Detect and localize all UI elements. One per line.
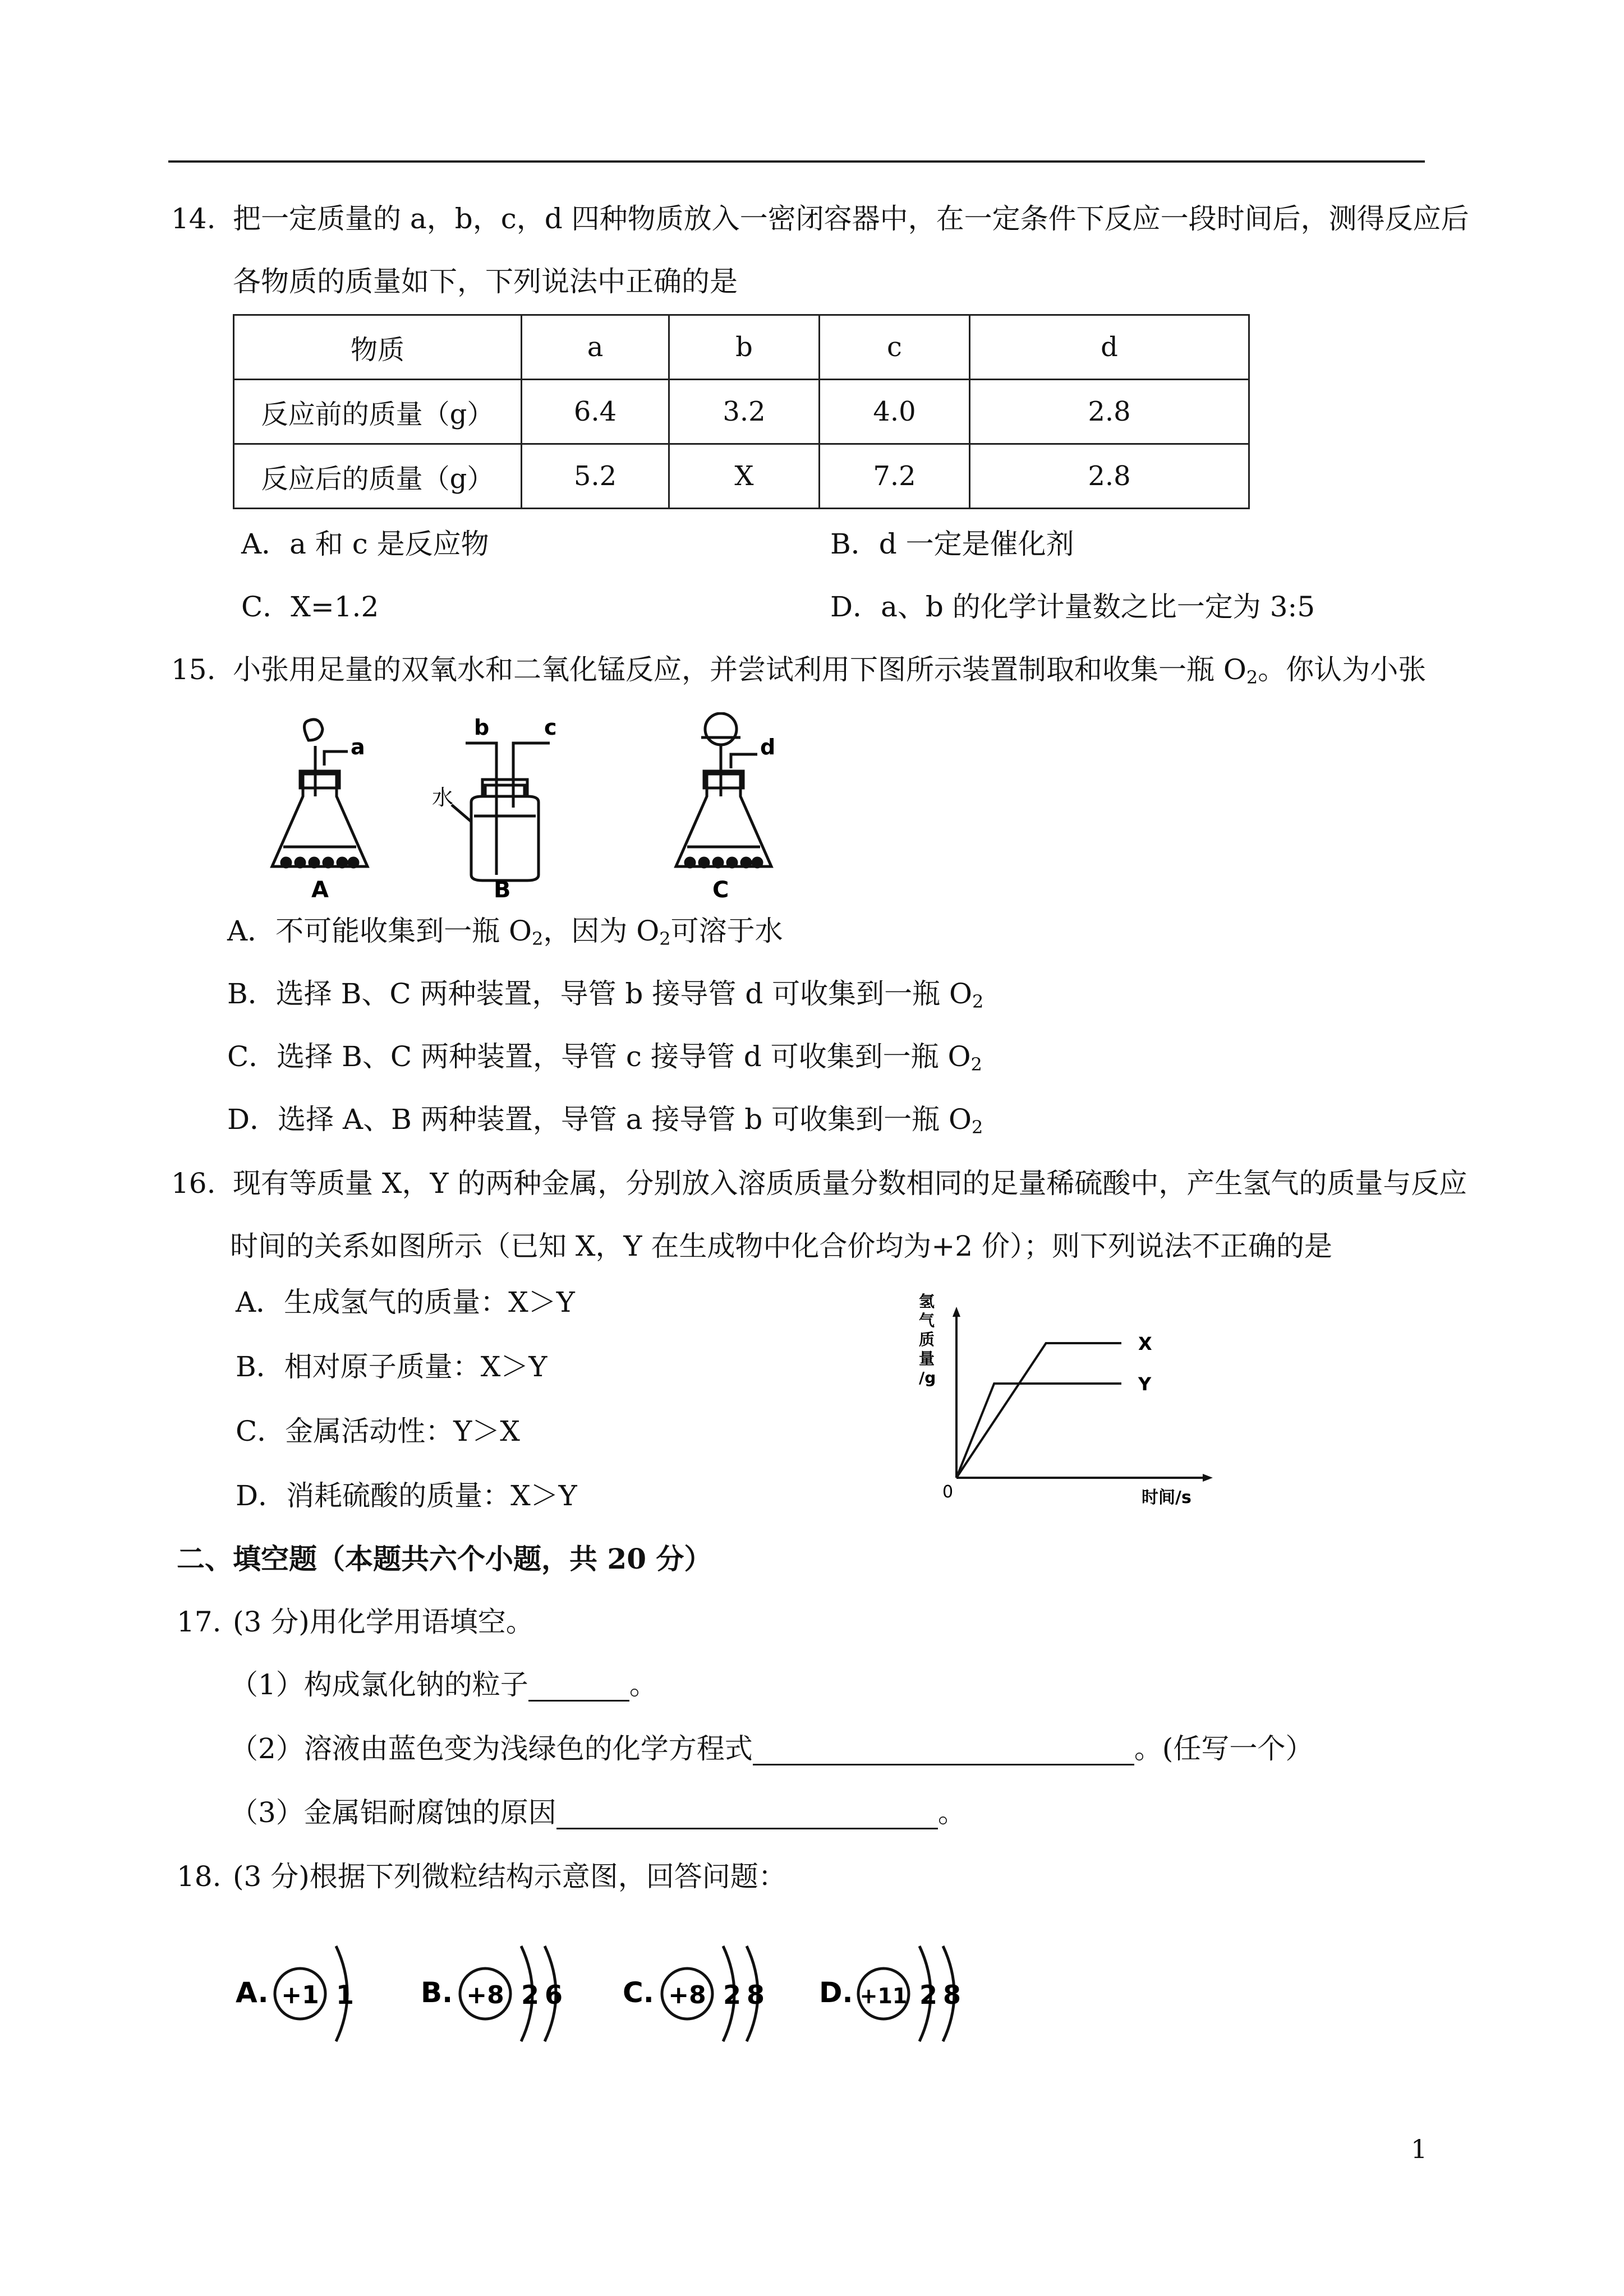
q16-option-a: A．生成氢气的质量：X＞Y xyxy=(236,1286,575,1318)
series-line-y xyxy=(956,1384,1121,1478)
series-group xyxy=(956,1333,1152,1478)
table-row: 反应前的质量（g） 6.4 3.2 4.0 2.8 xyxy=(234,380,1249,444)
table-row: 反应后的质量（g） 5.2 X 7.2 2.8 xyxy=(234,444,1249,509)
nucleus-charge: +8 xyxy=(466,1981,504,2009)
answer-blank-1[interactable] xyxy=(528,1673,629,1702)
q14-number: 14. xyxy=(171,202,216,235)
q14-line1: 14. 把一定质量的 a，b，c，d 四种物质放入一密闭容器中，在一定条件下反应一段时间后，测得反应后 xyxy=(171,202,1469,235)
q14-table xyxy=(233,314,1250,509)
q16-line1: 16. 现有等质量 X，Y 的两种金属，分别放入溶质质量分数相同的足量稀硫酸中，产生氢气的质量与反应 xyxy=(171,1167,1467,1200)
electron-count: 6 xyxy=(544,1980,563,2010)
y-axis-arrow xyxy=(953,1307,960,1317)
header-rule xyxy=(168,160,1425,163)
series-line-x xyxy=(956,1343,1121,1478)
particle-a xyxy=(236,1946,354,2041)
apparatus-a-label: A xyxy=(311,877,329,903)
y-axis-label-char: 氢 xyxy=(919,1292,935,1311)
q15-option-c: C．选择 B、C 两种装置，导管 c 接导管 d 可收集到一瓶 $O_2$ xyxy=(227,1040,982,1075)
y-axis-label-char: /g xyxy=(919,1368,936,1387)
x-axis-label: 时间/s xyxy=(1142,1488,1191,1507)
water-label: 水 xyxy=(432,785,454,810)
y-axis-label-char: 气 xyxy=(919,1311,935,1330)
q14-line2: 各物质的质量如下，下列说法中正确的是 xyxy=(233,265,738,298)
port-a-label: a xyxy=(351,735,365,759)
q17-item3: （3）金属铝耐腐蚀的原因 。 xyxy=(230,1796,966,1829)
q14-option-a: A．a 和 c 是反应物 xyxy=(241,528,489,560)
electron-count: 8 xyxy=(746,1980,765,2010)
q17-item2: （2）溶液由蓝色变为浅绿色的化学方程式 。(任写一个） xyxy=(230,1732,1314,1765)
apparatus-c-label: C xyxy=(712,877,729,903)
origin-label: 0 xyxy=(942,1482,954,1502)
port-b-label: b xyxy=(474,715,490,740)
port-d-label: d xyxy=(760,735,776,759)
q14-option-b: B．d 一定是催化剂 xyxy=(830,528,1074,560)
q17-title: 17. (3 分)用化学用语填空。 xyxy=(177,1606,534,1638)
series-label-x: X xyxy=(1138,1333,1152,1354)
q15-option-a: A．不可能收集到一瓶 $O_2$，因为 $O_2$可溶于水 xyxy=(227,915,783,949)
particle-c xyxy=(623,1946,765,2041)
q16-option-b: B．相对原子质量：X＞Y xyxy=(236,1350,548,1383)
series-label-y: Y xyxy=(1138,1373,1152,1395)
electron-count: 2 xyxy=(723,1980,742,2010)
nucleus-charge: +1 xyxy=(281,1981,319,2009)
particle-label: B. xyxy=(421,1976,453,2009)
electron-count: 2 xyxy=(919,1980,938,2010)
x-axis-arrow xyxy=(1203,1474,1213,1482)
page-number: 1 xyxy=(1411,2134,1428,2164)
particle-b xyxy=(421,1946,563,2041)
q18-title: 18. (3 分)根据下列微粒结构示意图，回答问题： xyxy=(177,1860,786,1893)
q15-option-d: D．选择 A、B 两种装置，导管 a 接导管 b 可收集到一瓶 $O_2$ xyxy=(227,1103,983,1138)
q16-option-c: C．金属活动性：Y＞X xyxy=(236,1415,520,1447)
particle-diagrams xyxy=(236,1929,1021,2058)
q16-option-d: D．消耗硫酸的质量：X＞Y xyxy=(236,1479,577,1512)
table-row: 物质 a b c d xyxy=(234,315,1249,380)
q16-number: 16. xyxy=(171,1167,216,1200)
q15-option-b: B．选择 B、C 两种装置，导管 b 接导管 d 可收集到一瓶 $O_2$ xyxy=(227,978,984,1012)
section-2-heading: 二、填空题（本题共六个小题，共 20 分） xyxy=(177,1542,712,1575)
y-axis-label-char: 量 xyxy=(919,1349,935,1368)
particle-label: A. xyxy=(236,1976,269,2009)
hydrogen-mass-graph xyxy=(914,1290,1229,1514)
q14-option-d: D．a、b 的化学计量数之比一定为 3:5 xyxy=(830,591,1315,623)
q16-line2: 时间的关系如图所示（已知 X，Y 在生成物中化合价均为+2 价）；则下列说法不正确的是 xyxy=(230,1230,1332,1262)
port-c-label: c xyxy=(544,715,557,740)
apparatus-figure xyxy=(264,712,813,903)
nucleus-charge: +11 xyxy=(859,1984,908,2008)
electron-count: 1 xyxy=(335,1980,355,2010)
apparatus-b-label: B xyxy=(494,877,511,903)
q15-number: 15. xyxy=(171,653,216,686)
q14-option-c: C．X=1.2 xyxy=(241,591,379,623)
electron-count: 2 xyxy=(521,1980,540,2010)
answer-blank-2[interactable] xyxy=(753,1737,1134,1765)
particle-label: C. xyxy=(623,1976,654,2009)
nucleus-charge: +8 xyxy=(668,1981,706,2009)
particle-label: D. xyxy=(819,1976,853,2009)
electron-count: 8 xyxy=(942,1980,961,2010)
q17-item1: （1）构成氯化钠的粒子 。 xyxy=(230,1668,657,1701)
y-axis-label xyxy=(919,1292,936,1387)
answer-blank-3[interactable] xyxy=(556,1801,938,1829)
y-axis-label-char: 质 xyxy=(919,1330,935,1349)
apparatus-b xyxy=(452,743,550,880)
particle-d xyxy=(819,1946,961,2041)
q15-line1: 15. 小张用足量的双氧水和二氧化锰反应，并尝试利用下图所示装置制取和收集一瓶 $O_2$。你认为小张 xyxy=(171,653,1427,688)
apparatus-c xyxy=(676,712,771,867)
